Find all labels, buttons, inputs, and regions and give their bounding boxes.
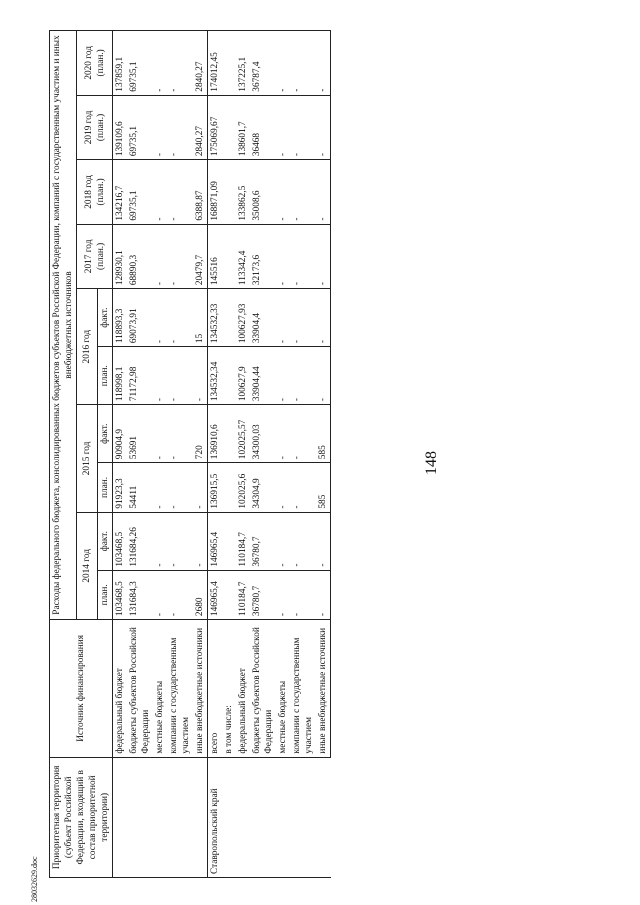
source-cell: бюджеты субъектов Российской Федерации xyxy=(127,620,153,758)
value-cell: 136910,6 xyxy=(208,405,223,463)
value-cell: 168871,09 xyxy=(208,160,223,224)
value-cell: 90904,9 xyxy=(113,405,128,463)
table-row xyxy=(250,31,276,878)
value-cell: - xyxy=(276,31,290,96)
value-cell: 118893,3 xyxy=(113,289,128,347)
value-cell: 33904,44 xyxy=(250,347,276,405)
plan-header: план. xyxy=(98,570,113,619)
value-cell: 69073,91 xyxy=(127,289,153,347)
expenses-title: Расходы федерального бюджета, консолидированных бюджетов субъектов Российской Федерации, компаний с государственным участием и иных внебюджетных источников xyxy=(50,31,77,620)
value-cell: - xyxy=(290,347,316,405)
value-cell: 110184,7 xyxy=(236,512,250,570)
source-cell: компании с государственным участием xyxy=(167,620,193,758)
value-cell: - xyxy=(290,289,316,347)
value-cell xyxy=(222,95,236,159)
value-cell: - xyxy=(167,224,193,288)
value-cell: - xyxy=(290,512,316,570)
value-cell xyxy=(222,570,236,619)
value-cell xyxy=(222,347,236,405)
table-body xyxy=(113,31,331,878)
value-cell: 100627,93 xyxy=(236,289,250,347)
value-cell: 138601,7 xyxy=(236,95,250,159)
rotated-page xyxy=(27,30,615,878)
value-cell: 137225,1 xyxy=(236,31,250,96)
value-cell: - xyxy=(276,160,290,224)
value-cell xyxy=(222,289,236,347)
year-2017-header: 2017 год (план.) xyxy=(77,224,113,288)
value-cell: 35008,6 xyxy=(250,160,276,224)
value-cell: 146965,4 xyxy=(208,570,223,619)
value-cell: 102025,6 xyxy=(236,463,250,512)
year-2018-header: 2018 год (план.) xyxy=(77,160,113,224)
value-cell: 113342,4 xyxy=(236,224,250,288)
value-cell: 54411 xyxy=(127,463,153,512)
year-2019-header: 2019 год (план.) xyxy=(77,95,113,159)
value-cell: 134532,33 xyxy=(208,289,223,347)
value-cell: - xyxy=(290,570,316,619)
table-row xyxy=(316,31,331,878)
value-cell: 91923,3 xyxy=(113,463,128,512)
table-row xyxy=(276,31,290,878)
value-cell xyxy=(222,160,236,224)
table-row xyxy=(236,31,250,878)
value-cell: - xyxy=(167,347,193,405)
value-cell: 6388,87 xyxy=(193,160,208,224)
value-cell: - xyxy=(167,95,193,159)
territory-cell: Ставропольский край xyxy=(208,757,331,877)
value-cell: - xyxy=(167,463,193,512)
value-cell: 32173,6 xyxy=(250,224,276,288)
value-cell: 174012,45 xyxy=(208,31,223,96)
value-cell: 131684,26 xyxy=(127,512,153,570)
source-header: Источник финансирования xyxy=(50,620,113,758)
value-cell: 139109,6 xyxy=(113,95,128,159)
value-cell: - xyxy=(290,224,316,288)
value-cell: - xyxy=(167,570,193,619)
plan-header: план. xyxy=(98,347,113,405)
value-cell: 175069,67 xyxy=(208,95,223,159)
value-cell: - xyxy=(316,512,331,570)
value-cell: - xyxy=(276,512,290,570)
value-cell: - xyxy=(316,31,331,96)
value-cell: 134532,34 xyxy=(208,347,223,405)
value-cell: 100627,9 xyxy=(236,347,250,405)
value-cell: - xyxy=(316,160,331,224)
table-row xyxy=(113,31,128,878)
value-cell: - xyxy=(316,570,331,619)
value-cell: 110184,7 xyxy=(236,570,250,619)
table-row xyxy=(153,31,167,878)
value-cell xyxy=(222,512,236,570)
table-row xyxy=(167,31,193,878)
value-cell: 2840,27 xyxy=(193,31,208,96)
value-cell: - xyxy=(316,289,331,347)
value-cell: 36780,7 xyxy=(250,512,276,570)
value-cell: - xyxy=(193,463,208,512)
value-cell: 71172,98 xyxy=(127,347,153,405)
value-cell: - xyxy=(153,347,167,405)
value-cell: 36787,4 xyxy=(250,31,276,96)
value-cell: 2840,27 xyxy=(193,95,208,159)
value-cell: 136915,5 xyxy=(208,463,223,512)
value-cell: - xyxy=(276,405,290,463)
value-cell xyxy=(222,405,236,463)
value-cell: - xyxy=(153,405,167,463)
value-cell: - xyxy=(290,463,316,512)
source-cell: бюджеты субъектов Российской Федерации xyxy=(250,620,276,758)
value-cell: - xyxy=(167,512,193,570)
value-cell: 146965,4 xyxy=(208,512,223,570)
value-cell: - xyxy=(276,570,290,619)
value-cell: 585 xyxy=(316,463,331,512)
source-cell: всего xyxy=(208,620,223,758)
year-2015-header: 2015 год xyxy=(77,405,98,512)
value-cell: 720 xyxy=(193,405,208,463)
table-row xyxy=(193,31,208,878)
value-cell: 103468,5 xyxy=(113,570,128,619)
fact-header: факт. xyxy=(98,405,113,463)
value-cell: - xyxy=(316,95,331,159)
value-cell: - xyxy=(167,289,193,347)
source-cell: местные бюджеты xyxy=(276,620,290,758)
budget-table xyxy=(49,30,331,878)
source-cell: местные бюджеты xyxy=(153,620,167,758)
value-cell: 36468 xyxy=(250,95,276,159)
value-cell: - xyxy=(193,347,208,405)
value-cell: - xyxy=(316,347,331,405)
source-cell: в том числе: xyxy=(222,620,236,758)
value-cell: - xyxy=(153,31,167,96)
page-number: 148 xyxy=(423,451,440,475)
fact-header: факт. xyxy=(98,512,113,570)
value-cell: - xyxy=(290,95,316,159)
header-row-1 xyxy=(50,31,77,878)
value-cell: - xyxy=(290,31,316,96)
value-cell: 69735,1 xyxy=(127,31,153,96)
value-cell: 128930,1 xyxy=(113,224,128,288)
value-cell: - xyxy=(276,463,290,512)
value-cell: - xyxy=(153,289,167,347)
value-cell: 585 xyxy=(316,405,331,463)
value-cell: 20479,7 xyxy=(193,224,208,288)
source-cell: иные внебюджетные источники xyxy=(193,620,208,758)
value-cell: - xyxy=(276,347,290,405)
value-cell: 134216,7 xyxy=(113,160,128,224)
plan-header: план. xyxy=(98,463,113,512)
value-cell: - xyxy=(276,95,290,159)
value-cell: 133862,5 xyxy=(236,160,250,224)
table-row xyxy=(222,31,236,878)
document-code: 28032629.doc xyxy=(30,856,39,902)
value-cell: - xyxy=(153,224,167,288)
territory-header: Приоритетная территория (субъект Российской Федерации, входящий в состав приоритетной территории) xyxy=(50,757,113,877)
value-cell: 103468,5 xyxy=(113,512,128,570)
value-cell xyxy=(222,463,236,512)
value-cell: 69735,1 xyxy=(127,95,153,159)
value-cell: 2680 xyxy=(193,570,208,619)
value-cell: 102025,57 xyxy=(236,405,250,463)
value-cell: - xyxy=(316,224,331,288)
year-2014-header: 2014 год xyxy=(77,512,98,619)
value-cell: - xyxy=(167,405,193,463)
value-cell: 137859,1 xyxy=(113,31,128,96)
value-cell: - xyxy=(153,512,167,570)
value-cell: 131684,3 xyxy=(127,570,153,619)
value-cell: - xyxy=(290,160,316,224)
source-cell: федеральный бюджет xyxy=(113,620,128,758)
source-cell: иные внебюджетные источники xyxy=(316,620,331,758)
value-cell: 118998,1 xyxy=(113,347,128,405)
source-cell: федеральный бюджет xyxy=(236,620,250,758)
value-cell: - xyxy=(193,512,208,570)
value-cell: - xyxy=(153,160,167,224)
value-cell: 53691 xyxy=(127,405,153,463)
value-cell: - xyxy=(290,405,316,463)
value-cell xyxy=(222,31,236,96)
value-cell: - xyxy=(153,95,167,159)
value-cell: 15 xyxy=(193,289,208,347)
value-cell: - xyxy=(167,160,193,224)
fact-header: факт. xyxy=(98,289,113,347)
value-cell: - xyxy=(153,570,167,619)
value-cell: - xyxy=(276,224,290,288)
value-cell: 68890,3 xyxy=(127,224,153,288)
value-cell: 69735,1 xyxy=(127,160,153,224)
value-cell: - xyxy=(153,463,167,512)
territory-cell xyxy=(113,757,208,877)
year-2016-header: 2016 год xyxy=(77,289,98,405)
table-row xyxy=(208,31,223,878)
value-cell: 145516 xyxy=(208,224,223,288)
value-cell: 34304,9 xyxy=(250,463,276,512)
value-cell: - xyxy=(167,31,193,96)
value-cell: 36780,7 xyxy=(250,570,276,619)
value-cell xyxy=(222,224,236,288)
table-row xyxy=(290,31,316,878)
source-cell: компании с государственным участием xyxy=(290,620,316,758)
table-row xyxy=(127,31,153,878)
year-2020-header: 2020 год (план.) xyxy=(77,31,113,96)
value-cell: 33904,4 xyxy=(250,289,276,347)
value-cell: 34300,03 xyxy=(250,405,276,463)
value-cell: - xyxy=(276,289,290,347)
